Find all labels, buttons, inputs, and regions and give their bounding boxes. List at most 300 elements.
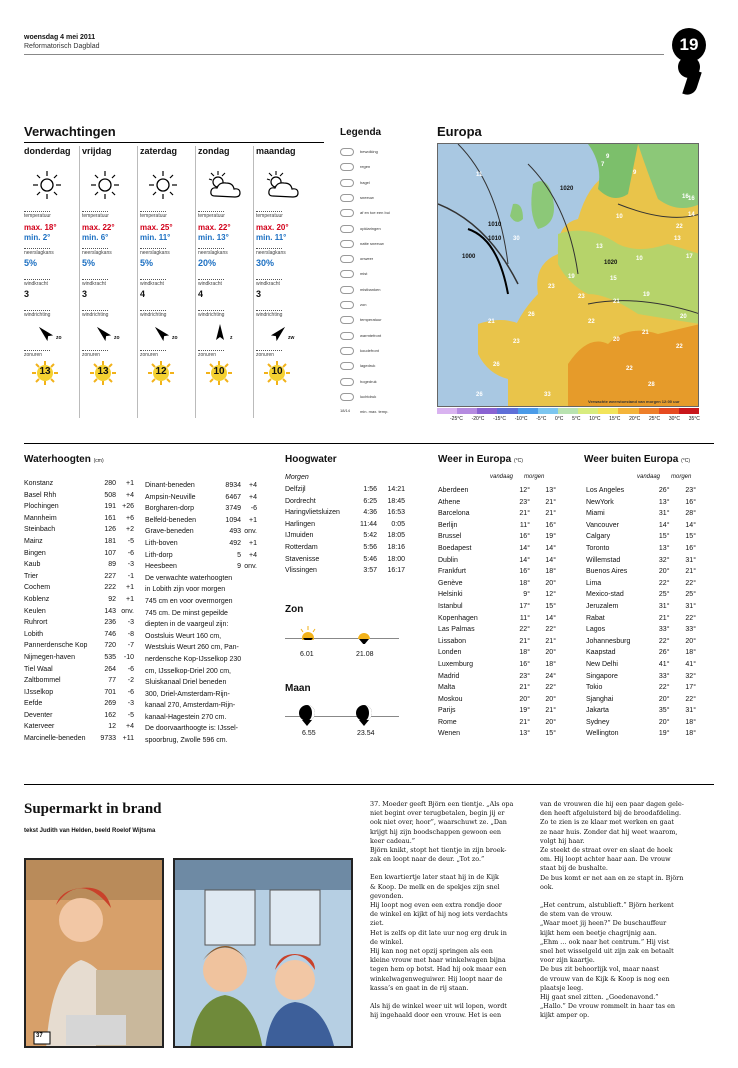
wind-arrow-icon <box>202 321 242 347</box>
table-row <box>586 638 696 650</box>
scale-label: 5°C <box>572 416 581 422</box>
story-line: plaatsje leeg. <box>540 983 584 992</box>
table-cell: 21° <box>519 510 530 518</box>
story-line: snel het wisselgeld uit zijn zak en betaalt <box>540 947 674 956</box>
legend-symbol-icon <box>340 194 354 202</box>
table-row <box>24 712 134 724</box>
map-temperature: 33 <box>544 392 551 398</box>
map-temperature: 10 <box>616 214 623 220</box>
story-credit: tekst Judith van Helden, beeld Roelof Wijtsma <box>24 828 156 834</box>
table-cell: 32° <box>685 672 696 680</box>
table-row <box>438 545 556 557</box>
dotted-rule <box>256 279 282 280</box>
table-cell: Lissabon <box>438 637 467 645</box>
table-cell: 5:56 <box>363 543 377 551</box>
forecast-day-zondag <box>198 146 252 385</box>
column-separator <box>137 146 138 418</box>
table-cell: Istanbul <box>438 602 463 610</box>
table-cell: 92 <box>108 595 116 603</box>
table-cell: +4 <box>249 551 257 559</box>
table-cell: 22° <box>685 614 696 622</box>
europe-col-today: vandaag <box>490 474 514 480</box>
table-cell: 16° <box>519 660 530 668</box>
dotted-rule <box>198 310 224 311</box>
table-row <box>586 684 696 696</box>
isobar-label: 1020 <box>604 260 618 266</box>
note-line: 300, Driel-Amsterdam-Rijn- <box>145 690 230 698</box>
legend-item <box>340 240 384 248</box>
table-cell: 21° <box>658 614 670 622</box>
map-temperature: 22 <box>626 366 633 372</box>
table-cell: 227 <box>104 572 116 580</box>
story-line: gevonden. <box>370 891 404 900</box>
table-cell: 23° <box>685 487 696 494</box>
column-separator <box>79 146 80 418</box>
story-line: Hij kan nog net opzij springen als een <box>370 947 493 956</box>
table-cell: Sjanghai <box>586 695 614 703</box>
dotted-rule <box>140 211 166 212</box>
table-cell: 9 <box>237 563 241 571</box>
table-cell: 26° <box>658 487 670 494</box>
legend-label: sneeuw <box>360 194 374 200</box>
table-cell: Eefde <box>24 700 43 708</box>
panel-number: 37 <box>36 1033 43 1039</box>
story-line: kleine vrouw met haar winkelwagen bijna <box>370 956 506 965</box>
dotted-rule <box>198 248 224 249</box>
legend-label: mist <box>360 271 368 277</box>
table-cell: 21° <box>545 707 556 715</box>
table-row <box>586 533 696 545</box>
table-cell: Ampsin-Neuville <box>145 493 196 501</box>
story-line: keer cadeau.” <box>370 836 416 845</box>
scale-label: 20°C <box>629 416 641 422</box>
table-cell: 20° <box>545 649 556 657</box>
legend-item <box>340 286 380 294</box>
table-cell: 126 <box>104 526 116 534</box>
table-row <box>24 561 134 573</box>
table-cell: Athene <box>438 498 461 506</box>
table-cell: Barcelona <box>438 510 470 518</box>
table-row <box>24 642 134 654</box>
scale-label: -10°C <box>514 416 528 422</box>
table-row <box>24 526 134 538</box>
table-cell: Lith-dorp <box>145 551 173 559</box>
sun-hours-value: 13 <box>39 366 51 377</box>
table-cell: Tiel Waal <box>24 665 53 673</box>
story-line: kassa’s en gaat in de rij staan. <box>370 983 469 992</box>
legend-label: min. max. temp. <box>360 409 389 415</box>
min-label: min. <box>140 233 157 242</box>
table-row <box>285 521 405 533</box>
table-cell: Lagos <box>586 626 606 634</box>
dotted-rule <box>24 211 50 212</box>
table-cell: 6467 <box>225 493 241 501</box>
min-label: min. <box>82 233 99 242</box>
story-line: kijkt amper op. <box>540 1011 590 1020</box>
table-row <box>285 544 405 556</box>
label-wind: windkracht <box>82 281 106 287</box>
table-cell: New Delhi <box>586 660 618 668</box>
label-temperature: temperatuur <box>198 213 225 219</box>
label-wind: windkracht <box>198 281 222 287</box>
map-temperature: 23 <box>578 294 585 300</box>
sunset-time: 21.08 <box>356 651 374 658</box>
table-row <box>24 608 134 620</box>
map-temperature: 13 <box>674 236 681 242</box>
issue-date: woensdag 4 mei 2011 <box>24 34 96 41</box>
table-cell: Kopenhagen <box>438 614 478 622</box>
map-temperature: 26 <box>476 392 483 398</box>
legend-symbol-icon <box>340 378 354 386</box>
table-row <box>285 556 405 568</box>
legend-symbol-icon <box>340 362 354 370</box>
table-cell: -8 <box>127 630 134 638</box>
min-temp <box>24 233 78 245</box>
story-rule <box>24 784 714 785</box>
min-temp <box>256 233 310 245</box>
table-row <box>145 561 257 573</box>
table-cell: 16° <box>519 533 530 541</box>
table-cell: Vlissingen <box>285 567 317 575</box>
table-cell: 492 <box>229 539 241 547</box>
table-cell: Ruhrort <box>24 619 48 627</box>
table-cell: Vancouver <box>586 521 619 529</box>
water-levels-title: Waterhoogten (cm) <box>24 454 104 465</box>
world-weather-title: Weer buiten Europa (°C) <box>584 454 691 465</box>
table-cell: Mainz <box>24 537 43 545</box>
table-cell: 23° <box>519 672 530 680</box>
table-cell: Los Angeles <box>586 487 625 494</box>
label-rain: neerslagkans <box>198 250 228 256</box>
legend-symbol-icon <box>340 332 354 340</box>
table-cell: 11° <box>519 614 530 622</box>
table-cell: 23° <box>519 498 530 506</box>
table-row <box>438 638 556 650</box>
map-temperature: 22 <box>676 344 683 350</box>
world-weather-table <box>586 487 696 742</box>
legend-label: opklaringen <box>360 225 381 231</box>
wind-force: 3 <box>82 289 88 299</box>
scale-label: 35°C <box>688 416 700 422</box>
map-temperature: 22 <box>676 224 683 230</box>
note-line: kanaal-Hagestein 270 cm. <box>145 713 227 721</box>
table-row <box>24 619 134 631</box>
story-line: krijgt hij zijn boodschappen gewoon een <box>370 827 501 836</box>
table-cell: 12° <box>545 591 556 599</box>
story-line: zak en loopt naar de deur. „Tot zo.” <box>370 855 485 864</box>
table-cell: Koblenz <box>24 595 50 603</box>
max-value: 20° <box>276 223 289 232</box>
table-cell: Frankfurt <box>438 568 467 576</box>
story-line: voor zijn kaartje. <box>540 956 595 965</box>
story-line: Als hij de winkel weer uit wil lopen, wordt <box>370 1002 507 1011</box>
table-cell: Belfeld-beneden <box>145 516 196 524</box>
table-row <box>285 567 405 579</box>
wind-direction <box>256 319 310 347</box>
map-temperature: 26 <box>528 312 535 318</box>
label-rain: neerslagkans <box>140 250 170 256</box>
table-row <box>438 707 556 719</box>
table-cell: 26° <box>658 649 670 657</box>
table-row <box>438 522 556 534</box>
table-row <box>438 533 556 545</box>
table-cell: -6 <box>250 505 257 513</box>
table-cell: 22° <box>658 637 670 645</box>
table-cell: 12° <box>519 487 530 494</box>
note-line: 745 cm. De minst gepeilde <box>145 609 228 617</box>
story-line: ziet. <box>370 919 384 928</box>
forecast-day-maandag <box>256 146 310 385</box>
table-row <box>438 615 556 627</box>
table-cell: Dinant-beneden <box>145 482 195 489</box>
label-wind-direction: windrichting <box>82 312 109 318</box>
scale-swatch <box>497 408 517 414</box>
world-col-tomorrow: morgen <box>671 474 692 480</box>
max-temp <box>24 223 78 233</box>
table-row <box>24 550 134 562</box>
note-line: kanaal 270, Amsterdam-Rijn- <box>145 702 236 710</box>
table-row <box>586 487 696 499</box>
dotted-rule <box>140 279 166 280</box>
table-cell: 16° <box>685 544 696 552</box>
table-cell: 746 <box>104 630 116 638</box>
table-cell: 269 <box>104 700 116 708</box>
europe-weather-map <box>437 143 699 407</box>
scale-label: -25°C <box>450 416 463 422</box>
table-cell: Borgharen-dorp <box>145 505 195 513</box>
table-cell: 21° <box>545 637 556 645</box>
table-cell: +4 <box>126 723 134 731</box>
legend-symbol-icon <box>340 347 354 355</box>
label-temperature: temperatuur <box>24 213 51 219</box>
table-row <box>586 499 696 511</box>
scale-label: 10°C <box>589 416 601 422</box>
min-label: min. <box>198 233 215 242</box>
story-column-2 <box>540 800 712 1021</box>
table-cell: Kaapstad <box>586 649 616 657</box>
map-temperature: 28 <box>648 382 655 388</box>
min-temp <box>140 233 194 245</box>
table-cell: 15° <box>545 602 556 610</box>
legend-item <box>340 225 381 233</box>
table-cell: 191 <box>104 503 116 511</box>
rain-chance: 20% <box>198 258 217 268</box>
table-cell: Moskou <box>438 695 463 703</box>
story-line: Ze steekt de straat over en slaat de hoek <box>540 846 673 855</box>
legend-symbol-icon <box>340 179 354 187</box>
table-row <box>438 603 556 615</box>
min-label: min. <box>24 233 41 242</box>
dotted-rule <box>198 279 224 280</box>
table-row <box>438 487 556 499</box>
sun-icon <box>140 160 194 208</box>
story-line: 37. Moeder geeft Björn een tientje. „Als opa <box>370 800 514 808</box>
rain-chance: 5% <box>24 258 38 268</box>
label-temperature: temperatuur <box>256 213 283 219</box>
story-line: winkelwagenweguiwer. Hij loopt naar de <box>370 974 503 983</box>
table-cell: Mexico-stad <box>586 591 624 599</box>
label-temperature: temperatuur <box>140 213 167 219</box>
table-cell: 22° <box>685 695 696 703</box>
table-cell: 535 <box>104 653 116 661</box>
dotted-rule <box>140 310 166 311</box>
legend-label: luchtdruk <box>360 393 377 399</box>
table-cell: +4 <box>126 491 134 499</box>
table-cell: 17° <box>519 602 530 610</box>
wind-force: 3 <box>256 289 262 299</box>
label-wind-direction: windrichting <box>198 312 225 318</box>
table-cell: Las Palmas <box>438 626 475 634</box>
dotted-rule <box>140 350 166 351</box>
table-cell: Miami <box>586 510 605 518</box>
table-cell: 22° <box>658 579 670 587</box>
table-cell: +4 <box>249 493 257 501</box>
table-row <box>145 480 257 492</box>
table-cell: 16:17 <box>387 567 405 575</box>
dotted-rule <box>24 350 50 351</box>
table-cell: 107 <box>104 549 116 557</box>
legend-symbol-icon: 18/14 <box>340 408 351 414</box>
table-cell: 18° <box>545 660 556 668</box>
table-cell: 18:45 <box>387 497 405 505</box>
table-cell: 13° <box>519 730 530 738</box>
map-temperature: 20 <box>613 337 620 343</box>
story-line: de winkel. <box>370 937 404 946</box>
note-line: Westsluis Weurt 260 cm, Pan- <box>145 644 239 652</box>
moon-title: Maan <box>285 683 311 694</box>
story-line: kijkt hem een beetje chagrijnig aan. <box>540 928 657 937</box>
max-label: max. <box>82 223 101 232</box>
section-rule <box>24 443 714 444</box>
dotted-rule <box>198 211 224 212</box>
table-row <box>285 486 405 498</box>
sun-hours-badge <box>206 361 232 385</box>
note-line: diepten in de vaargeul zijn: <box>145 621 229 629</box>
table-cell: 14° <box>519 544 530 552</box>
max-value: 25° <box>160 223 173 232</box>
label-wind: windkracht <box>256 281 280 287</box>
max-value: 22° <box>102 223 115 232</box>
legend-label: lagedruk <box>360 363 376 369</box>
table-cell: 13° <box>658 544 670 552</box>
map-temperature: 16 <box>682 194 689 200</box>
note-line: 745 cm en voor overmorgen <box>145 597 233 605</box>
wind-force: 3 <box>24 289 30 299</box>
table-cell: 41° <box>685 660 696 668</box>
legend-label: zon <box>360 302 367 308</box>
table-cell: 31° <box>685 707 696 715</box>
max-label: max. <box>256 223 275 232</box>
table-cell: 181 <box>104 537 116 545</box>
table-cell: +6 <box>126 514 134 522</box>
table-row <box>438 568 556 580</box>
scale-swatch <box>518 408 538 414</box>
table-cell: Malta <box>438 684 456 692</box>
table-cell: 18:05 <box>387 532 405 540</box>
table-cell: NewYork <box>586 498 614 506</box>
table-cell: 5:42 <box>363 532 377 540</box>
note-line: in Lobith zijn voor morgen <box>145 586 226 594</box>
legend-item <box>340 194 374 202</box>
partly-cloudy-icon <box>256 160 310 208</box>
sun-icon <box>24 160 78 208</box>
table-cell: 9° <box>523 591 530 599</box>
table-row <box>24 515 134 527</box>
legend-item <box>340 347 379 355</box>
table-row <box>24 654 134 666</box>
legend-label: onweer <box>360 256 374 262</box>
min-value: 2° <box>42 233 51 242</box>
table-row <box>438 510 556 522</box>
max-temp <box>140 223 194 233</box>
table-row <box>586 661 696 673</box>
legend-item <box>340 332 381 340</box>
wind-force: 4 <box>140 289 146 299</box>
story-line: „Hallo.” De vrouw rommelt in haar tas en <box>540 1002 675 1011</box>
label-wind: windkracht <box>140 281 164 287</box>
table-cell: Zaltbommel <box>24 677 61 685</box>
table-cell: Willemstad <box>586 556 621 564</box>
wind-direction <box>198 319 252 347</box>
table-cell: Nijmegen-haven <box>24 653 75 661</box>
story-line: ook. <box>540 882 554 891</box>
story-line: Het is zelfs op dit late uur nog erg druk in <box>370 928 507 937</box>
map-temperature: 22 <box>588 319 595 325</box>
table-cell: 16° <box>685 498 696 506</box>
table-cell: 20° <box>545 695 556 703</box>
map-temperature: 21 <box>642 330 649 336</box>
wind-direction-label: zw <box>288 335 295 341</box>
label-sun-hours: zonuren <box>24 352 43 358</box>
comic-illustration-2 <box>175 860 353 1048</box>
table-row <box>145 526 257 538</box>
table-row <box>285 509 405 521</box>
day-name: donderdag <box>24 146 71 156</box>
table-cell: 22° <box>545 684 556 692</box>
table-cell: Jeruzalem <box>586 602 619 610</box>
table-cell: Rome <box>438 718 457 726</box>
table-row <box>24 689 134 701</box>
table-cell: +1 <box>249 516 257 524</box>
table-cell: Deventer <box>24 711 53 719</box>
legend-item <box>340 209 390 217</box>
day-name: vrijdag <box>82 146 112 156</box>
story-line: Björn knikt, stopt het tientje in zijn broek- <box>370 846 507 855</box>
table-cell: Bingen <box>24 549 46 557</box>
note-line: De doorvaarthoogte is: IJssel- <box>145 725 238 733</box>
table-cell: Boedapest <box>438 544 472 552</box>
isobar-label: 1010 <box>488 222 502 228</box>
table-row <box>24 700 134 712</box>
table-row <box>438 730 556 742</box>
table-cell: 89 <box>108 561 116 569</box>
map-temperature: 9 <box>633 170 637 176</box>
table-cell: IJmuiden <box>285 532 314 540</box>
forecast-day-donderdag <box>24 146 78 385</box>
note-line: Oostsluis Weurt 160 cm, <box>145 632 222 640</box>
table-cell: 161 <box>104 514 116 522</box>
table-cell: 31° <box>685 556 696 564</box>
legend-label: koudefront <box>360 347 379 353</box>
moonset-time: 23.54 <box>357 730 375 737</box>
max-value: 18° <box>44 223 57 232</box>
table-row <box>145 503 257 515</box>
table-cell: Wenen <box>438 730 461 738</box>
table-cell: Brussel <box>438 533 462 541</box>
europe-title: Europa <box>437 124 482 139</box>
legend-symbol-icon <box>340 209 354 217</box>
story-title: Supermarkt in brand <box>24 801 162 817</box>
